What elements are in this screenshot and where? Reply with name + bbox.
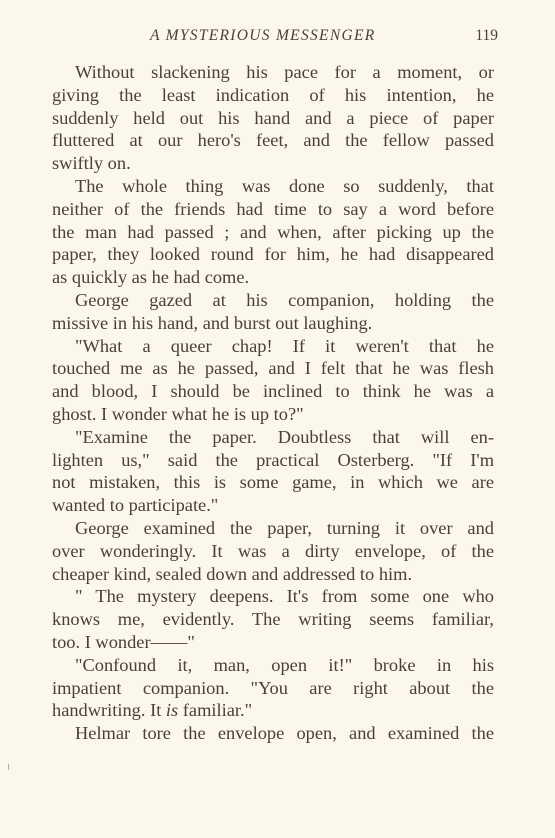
- text-line: paper, they looked round for him, he had disappeared: [52, 244, 494, 265]
- paragraph: [52, 722, 494, 745]
- text-line: ghost. I wonder what he is up to?": [52, 403, 304, 424]
- text-line: missive in his hand, and burst out laughing.: [52, 312, 373, 333]
- page-number: 119: [475, 27, 498, 44]
- text-line: knows me, evidently. The writing seems familiar,: [52, 609, 494, 630]
- running-head: [52, 27, 498, 49]
- paragraph: [52, 517, 494, 585]
- paragraph: [52, 585, 494, 653]
- text-line: as quickly as he had come.: [52, 267, 250, 288]
- body-text: [52, 61, 494, 745]
- paragraph: [52, 426, 494, 517]
- text-line: neither of the friends had time to say a word before: [52, 198, 494, 219]
- text-line: Helmar tore the envelope open, and examined the: [75, 723, 494, 744]
- text-line: "Confound it, man, open it!" broke in his: [75, 654, 494, 675]
- margin-mark: [8, 764, 9, 770]
- text-line: the man had passed ; and when, after picking up the: [52, 221, 494, 242]
- text-line: wanted to participate.": [52, 495, 219, 516]
- text-line: handwriting. It is familiar.": [52, 700, 253, 721]
- text-line: "Examine the paper. Doubtless that will en-: [75, 426, 494, 447]
- text-line: " The mystery deepens. It's from some one who: [75, 586, 494, 607]
- text-line: Without slackening his pace for a moment, or: [75, 62, 494, 82]
- text-line: and blood, I should be inclined to think he was a: [52, 381, 494, 402]
- text-line: impatient companion. "You are right about the: [52, 677, 494, 698]
- text-line: touched me as he passed, and I felt that he was flesh: [52, 358, 494, 379]
- text-line: giving the least indication of his intention, he: [52, 84, 494, 105]
- paragraph: [52, 289, 494, 335]
- text-line: cheaper kind, sealed down and addressed to him.: [52, 563, 413, 584]
- emphasis: is: [165, 700, 179, 721]
- text-line: suddenly held out his hand and a piece of paper: [52, 107, 494, 128]
- paragraph: [52, 175, 494, 289]
- running-title: A MYSTERIOUS MESSENGER: [150, 27, 376, 44]
- text-line: George gazed at his companion, holding the: [75, 289, 494, 310]
- text-line: swiftly on.: [52, 153, 131, 174]
- text-line: fluttered at our hero's feet, and the fellow passed: [52, 130, 494, 151]
- text-line: George examined the paper, turning it over and: [75, 517, 494, 538]
- text-line: lighten us," said the practical Osterberg. "If I'm: [52, 449, 494, 470]
- paragraph: [52, 61, 494, 175]
- text-line: "What a queer chap! If it weren't that he: [75, 335, 494, 356]
- text-line: over wonderingly. It was a dirty envelope, of the: [52, 540, 494, 561]
- paragraph: [52, 335, 494, 426]
- text-line: not mistaken, this is some game, in which we are: [52, 472, 494, 493]
- text-line: The whole thing was done so suddenly, that: [75, 175, 494, 196]
- text-line: too. I wonder——": [52, 631, 195, 652]
- paragraph: [52, 654, 494, 722]
